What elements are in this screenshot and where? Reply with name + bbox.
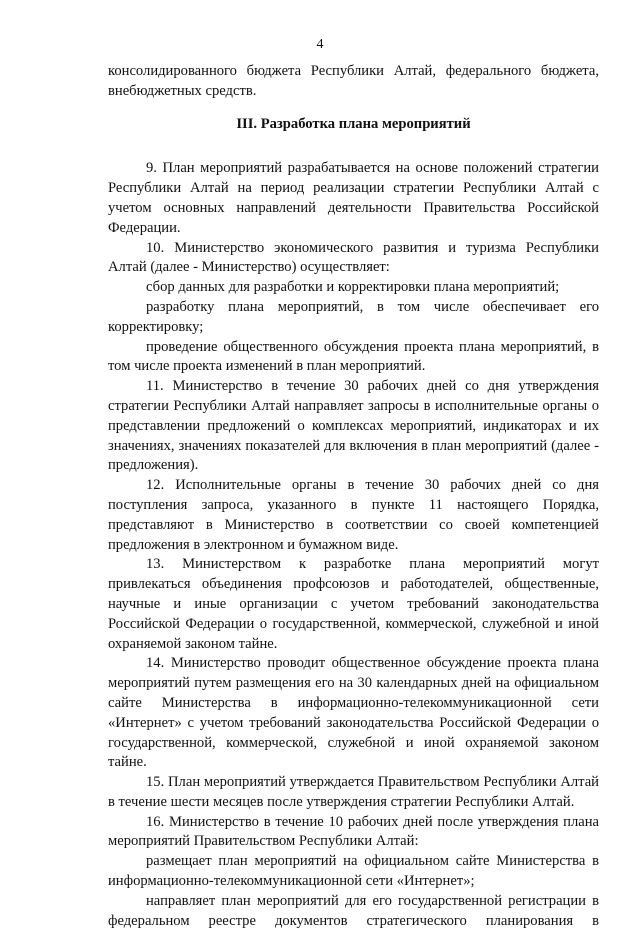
paragraph-12: 12. Исполнительные органы в течение 30 рабочих дней со дня поступления запроса, указанного в пункте 11 настоящего Порядка, представляют в Министерство в соответствии со своей компетенцией предложения в электронном и бумажном виде. — [108, 477, 599, 553]
paragraph-10-item-3: проведение общественного обсуждения проекта плана мероприятий, в том числе проекта изменений в план мероприятий. — [108, 338, 599, 375]
section-heading: III. Разработка плана мероприятий — [236, 115, 471, 132]
paragraph-14: 14. Министерство проводит общественное обсуждение проекта плана мероприятий путем размещения его на 30 календарных дней на официальном сайте Министерства в информационно-телекоммуникационной сети «Интернет» с учетом требований законодательства Российской Федерации о государственной, коммерческой, служебной и иной охраняемой законом тайне. — [108, 655, 599, 771]
document-body — [108, 62, 599, 931]
page-number: 4 — [316, 37, 324, 52]
paragraph-10-item-1: сбор данных для разработки и корректировки плана мероприятий; — [146, 279, 560, 296]
paragraph-9: 9. План мероприятий разрабатывается на основе положений стратегии Республики Алтай на период реализации стратегии Республики Алтай с учетом основных направлений деятельности Правительства Российской Федерации. — [108, 160, 599, 236]
intro-paragraph: консолидированного бюджета Республики Алтай, федерального бюджета, внебюджетных средств. — [108, 63, 599, 99]
paragraph-15: 15. План мероприятий утверждается Правительством Республики Алтай в течение шести месяцев после утверждения стратегии Республики Алтай. — [108, 774, 599, 810]
paragraph-10: 10. Министерство экономического развития и туризма Республики Алтай (далее - Министерство) осуществляет: — [108, 239, 599, 276]
paragraph-10-item-2: разработку плана мероприятий, в том числе обеспечивает его корректировку; — [108, 298, 599, 335]
paragraph-16: 16. Министерство в течение 10 рабочих дней после утверждения плана мероприятий Правительством Республики Алтай: — [108, 813, 599, 850]
paragraph-16-item-1: размещает план мероприятий на официальном сайте Министерства в информационно-телекоммуникационной сети «Интернет»; — [108, 853, 599, 890]
paragraph-16-item-2: направляет план мероприятий для его государственной регистрации в федеральном реестре документов стратегического планирования в — [108, 892, 599, 929]
paragraph-13: 13. Министерством к разработке плана мероприятий могут привлекаться объединения профсоюзов и работодателей, общественные, научные и иные организации с учетом требований законодательства Российской Федерации о государственной, коммерческой, служебной и иной охраняемой законом тайне. — [108, 556, 599, 652]
paragraph-11: 11. Министерство в течение 30 рабочих дней со дня утверждения стратегии Республики Алтай направляет запросы в исполнительные органы о представлении предложений о комплексах мероприятий, индикаторах и их значениях, значениях показателей для включения в план мероприятий (далее - предложения). — [108, 378, 599, 474]
